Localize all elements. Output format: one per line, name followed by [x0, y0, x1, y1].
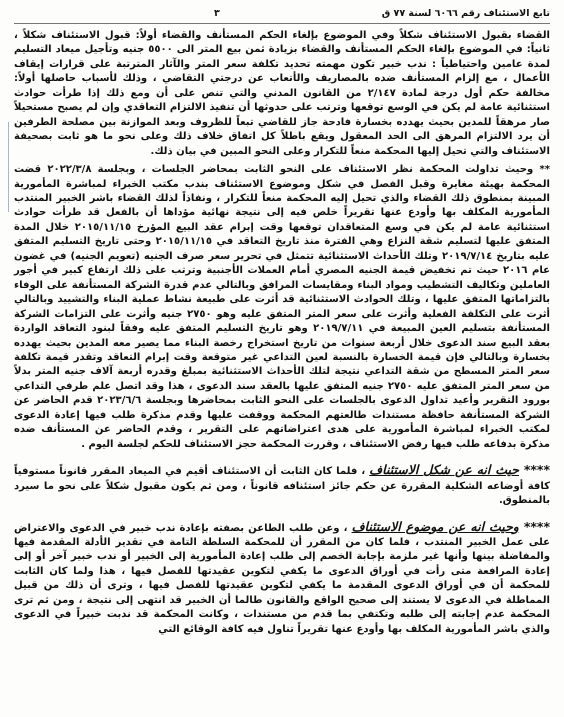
header-title: تابع الاستئناف رقم ٦٠٦٦ لسنة ٧٧ ق — [381, 7, 550, 19]
margin-pen-mark — [8, 122, 12, 212]
page-header — [14, 6, 550, 20]
section-merits-body: ، وعن طلب الطاعن بصفته بإعادة ندب خبير في الدعوى والاعتراض على عمل الخبير المنتدب ، فلما كان من المقرر أن للمحكمة السلطة التامة في تقدير الأدلة المقدمة فيها والمفاضلة بينها وأنها غير ملزمة بإجابة الخصم إلى طلب إعادة المأمورية إلى الخبير أو ندب خبير آخر أو إلى إعادة المرافعة متى رأت في أوراق الدعوى ما يكفي لتكوين عقيدتها للفصل فيها ، هذا ولما كان الثابت للمحكمة أن في أوراق الدعوى المقدمة ما يكفي لتكوين عقيدتها للفصل فيها ، وترى أن ذلك من قبيل المماطلة في الدعوى لا يستند إلى صحيح الواقع والقانون طالما أن الخبير قد انتهى إلى نتيجة ، ومن ثم ترى المحكمة عدم إجابته إلى طلبه وتكتفي بما قدم من مستندات ، وكانت المحكمة قد ندبت خبيراً في الدعوى والذي باشر المأمورية المكلف بها وأودع عنها تقريراً تناول فيه كافة الوقائع التي — [14, 522, 550, 635]
section-form-body: ، فلما كان الثابت أن الاستئناف أقيم في الميعاد المقرر قانوناً مستوفياً كافة أوضاعه الشكلية المقررة عن حكم جائز استئنافه قانوناً ، ومن ثم يكون مقبول شكلاً على نحو ما سيرد بالمنطوق. — [14, 466, 550, 507]
section-merits-title: **** وحيث انه عن موضوع الاستئناف — [351, 518, 551, 534]
paragraph-proceedings: ** وحيث تداولت المحكمة نظر الاستئناف على النحو الثابت بمحاضر الجلسات ، وبجلسة ٢٠٢٢/٣/٨ قضت المحكمة بهيئة مغايرة وقبل الفصل في شكل وموضوع الاستئناف بندب مكتب الخبراء لمباشرة المأمورية المبينة بمنطوق ذلك القضاء والذي تحيل إليه المحكمة منعاً للتكرار ، ونفاذاً لذلك القضاء باشر الخبير المنتدب المأمورية المكلف بها وأودع عنها تقريراً خلص فيه إلى نتيجة نهائية مؤداها أن بالفعل قد طرأت حوادث استثنائية عامة لم يكن في وسع المتعاقدان توقعها وقت إبرام عقد البيع المؤرخ ٢٠١٥/١١/١٥ خلال المدة المتفق عليها لتسليم شقة النزاع وهي الفترة منذ تاريخ التعاقد في ٢٠١٥/١١/١٥ وحتى تاريخ التسليم المتفق عليه بتاريخ ٢٠١٩/٧/١٤ وتلك الأحداث الاستثنائية تتمثل في تحرير سعر صرف الجنيه (تعويم الجنيه) في غضون عام ٢٠١٦ حيث تم تخفيض قيمة الجنيه المصري أمام العملات الأجنبية وترتب على ذلك ارتفاع كبير في أجور العاملين وتكاليف التشطيب ومواد البناء ومقايسات المرافق وبالتالي عدم قدرة الشركة المستأنفة على الوفاء بالتزاماتها المتفق عليها ، وتلك الحوادث الاستثنائية قد أثرت على طبيعة نشاط عملية البناء والتشييد وبالتالي أثرت على التكلفة الفعلية وأثرت على سعر المتر المتفق عليه وهو ٢٧٥٠ جنيه وأثرت على التزامات الشركة المستأنفة بتسليم العين المبيعة في ٢٠١٩/٧/١١ وهو تاريخ التسليم المتفق عليه وفقاً لبنود التعاقد الواردة بعقد البيع سند الدعوى خلال أربعة سنوات من تاريخ استخراج رخصة البناء مما يصير معه المدين بحيث يهدده بخسارة وبالتالي فإن قيمة الخسارة بالنسبة لعين التداعي غير متوقعة وقت إبرام التعاقد وتقدر قيمة تكلفة سعر المتر المسطح من شقة التداعي نتيجة لتلك الأحداث الاستثنائية بمبلغ وقدره أربعة آلاف جنيه المتر بدلاً من سعر المتر المتفق عليه ٢٧٥٠ جنيه المتفق عليها بالعقد سند الدعوى ، هذا وقد اتصل علم طرفي التداعي بورود التقرير وأعيد تداول الدعوى بالجلسات على النحو الثابت بمحاضرها وبجلسة ٢٠٢٣/٦/٦ قدم الحاضر عن الشركة المستأنفة حافظة مستندات طالعتهم المحكمة ووقفت عليها وقدم مذكرة طلب فيها إعادة الدعوى لمكتب الخبراء لمباشرة المأمورية على هدى اعتراضاتهم على التقرير ، وقدم الحاضر عن المستأنف ضده مذكرة بدفاعه طلب فيها رفض الاستئناف ، وقررت المحكمة حجز الاستئناف للحكم لجلسة اليوم . — [14, 164, 551, 450]
page-number: ٣ — [214, 7, 220, 19]
section-merits — [14, 519, 550, 638]
paragraph-appeal-requests: القضاء بقبول الاستئناف شكلاً وفي الموضوع بإلغاء الحكم المستأنف والقضاء أولاً: قبول الاستئناف شكلاً ، ثانياً: في الموضوع بإلغاء الحكم المستأنف والقضاء بزيادة ثمن بيع المتر الى ٥٥٠٠ جنيه وتأجيل ميعاد التسليم لمدة عامين واحتياطياً : ندب خبير تكون مهمته تحديد تكلفة سعر المتر والآثار المترتبة على قرارات إيقاف الأعمال ، مع إلزام المستأنف ضده بالمصاريف والأتعاب عن درجتي التقاضي ، وذلك لأسباب حاصلها أولاً: مخالفة حكم أول درجة لمادة ٢/١٤٧ من القانون المدني والتي تنص على أن ومع ذلك إذا طرأت حوادث استثنائية عامة لم يكن في الوسع توقعها وترتب على حدوثها أن تنفيذ الالتزام التعاقدي وإن لم يصبح مستحيلاً صار مرهقاً للمدين بحيث يهدده بخسارة فادحة جاز للقاضي تبعاً للظروف وبعد الموازنة بين مصلحة الطرفين أن يرد الالتزام المرهق الى الحد المعقول ويقع باطلاً كل اتفاق خلاف ذلك وعلى نحو ما هو ثابت بصحيفة الاستئناف والتي تحيل إليها المحكمة منعاً للتكرار وعلى النحو المبين في بيان ذلك. — [14, 30, 550, 157]
header-rule — [14, 23, 550, 24]
section-form-title: **** حيث انه عن شكل الاستئناف — [369, 462, 551, 478]
section-form — [14, 462, 550, 508]
